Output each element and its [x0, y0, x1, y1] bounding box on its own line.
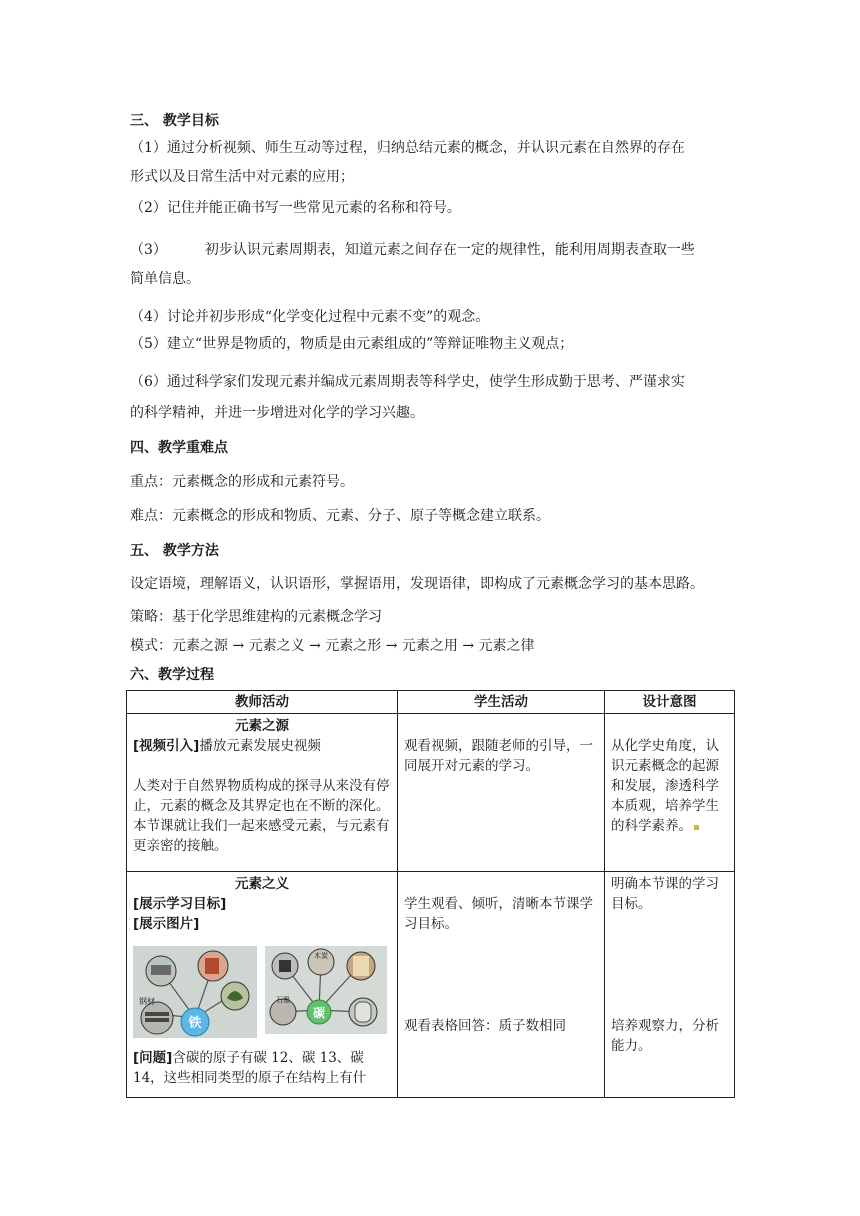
table-header-row [127, 691, 735, 714]
row2-student [398, 872, 605, 1098]
row2-tag2: [展示图片] [133, 916, 200, 932]
goal-5: （5）建立“世界是物质的，物质是由元素组成的”等辩证唯物主义观点； [130, 336, 574, 352]
row1-intent-text [611, 736, 728, 836]
section3-heading: 三、 教学目标 [130, 113, 219, 129]
goal-3-number: （3） [130, 242, 167, 258]
header-student: 学生活动 [398, 691, 605, 714]
row2-tag1: [展示学习目标] [133, 896, 227, 912]
header-teacher: 教师活动 [127, 691, 398, 714]
row1-tag: [视频引入] [133, 738, 200, 754]
goal-6a: （6）通过科学家们发现元素并编成元素周期表等科学史，使学生形成勤于思考、严谨求实 [130, 374, 685, 390]
row1-tag-text: 播放元素发展史视频 [199, 738, 321, 754]
table-row [127, 872, 735, 1098]
row1-intent-span: 从化学史角度，认识元素概念的起源和发展，渗透科学本质观，培养学生的科学素养。 [611, 738, 719, 834]
row2-title: 元素之义 [235, 876, 289, 892]
goal-4: （4）讨论并初步形成“化学变化过程中元素不变”的观念。 [130, 309, 490, 325]
iron-sub-label: 钢材 [139, 997, 155, 1006]
row2-student1: 学生观看、倾听，清晰本节课学习目标。 [404, 896, 593, 932]
table-row [127, 714, 735, 872]
row1-title: 元素之源 [235, 718, 289, 734]
marker-dot [694, 825, 699, 830]
iron-uses-image [133, 946, 257, 1038]
row1-line [133, 736, 391, 756]
carbon-uses-image [265, 946, 387, 1034]
key-point: 重点：元素概念的形成和元素符号。 [130, 474, 354, 490]
iron-label: 铁 [188, 1016, 202, 1031]
method-line: 设定语境，理解语义，认识语形，掌握语用，发现语律，即构成了元素概念学习的基本思路。 [130, 576, 704, 592]
section5-heading: 五、 教学方法 [130, 543, 219, 559]
strategy-line: 策略：基于化学思维建构的元素概念学习 [130, 609, 382, 625]
row2-question [133, 1048, 391, 1088]
section4-heading: 四、教学重难点 [130, 440, 228, 456]
row1-intent [605, 714, 735, 872]
row2-tag3: [问题] [133, 1050, 173, 1066]
goal-2: （2）记住并能正确书写一些常见元素的名称和符号。 [130, 200, 461, 216]
goal-3b: 简单信息。 [130, 271, 200, 287]
row2-images [133, 946, 391, 1038]
row1-teacher [127, 714, 398, 872]
goal-3-text: 初步认识元素周期表，知道元素之间存在一定的规律性，能利用周期表查取一些 [204, 242, 695, 258]
carbon-sub2: 石墨 [276, 996, 290, 1004]
carbon-sub1: 木炭 [314, 952, 328, 960]
difficult-point: 难点：元素概念的形成和物质、元素、分子、原子等概念建立联系。 [130, 508, 550, 524]
row2-intent [605, 872, 735, 1098]
goal-1b: 形式以及日常生活中对元素的应用； [130, 169, 354, 185]
mode-line: 模式：元素之源 → 元素之义 → 元素之形 → 元素之用 → 元素之律 [130, 638, 535, 654]
section6-heading: 六、教学过程 [130, 667, 214, 683]
row1-paragraph: 人类对于自然界物质构成的探寻从来没有停止，元素的概念及其界定也在不断的深化。本节课就让我们一起来感受元素，与元素有更亲密的接触。 [133, 778, 390, 854]
row1-student [398, 714, 605, 872]
row2-intent1: 明确本节课的学习目标。 [611, 876, 719, 912]
header-intent: 设计意图 [605, 691, 735, 714]
row2-intent2: 培养观察力，分析能力。 [611, 1018, 719, 1054]
row2-question-text: 含碳的原子有碳 12、碳 13、碳 14，这些相同类型的原子在结构上有什 [133, 1050, 367, 1086]
teaching-process-table [126, 690, 735, 1098]
row2-teacher [127, 872, 398, 1098]
goal-1a: （1）通过分析视频、师生互动等过程，归纳总结元素的概念，并认识元素在自然界的存在 [130, 140, 685, 156]
goal-6b: 的科学精神，并进一步增进对化学的学习兴趣。 [130, 405, 424, 421]
row1-student-text: 观看视频，跟随老师的引导，一同展开对元素的学习。 [404, 738, 593, 774]
row2-student2: 观看表格回答：质子数相同 [404, 1018, 566, 1034]
carbon-label: 碳 [312, 1006, 326, 1020]
goal-3a [130, 240, 695, 260]
